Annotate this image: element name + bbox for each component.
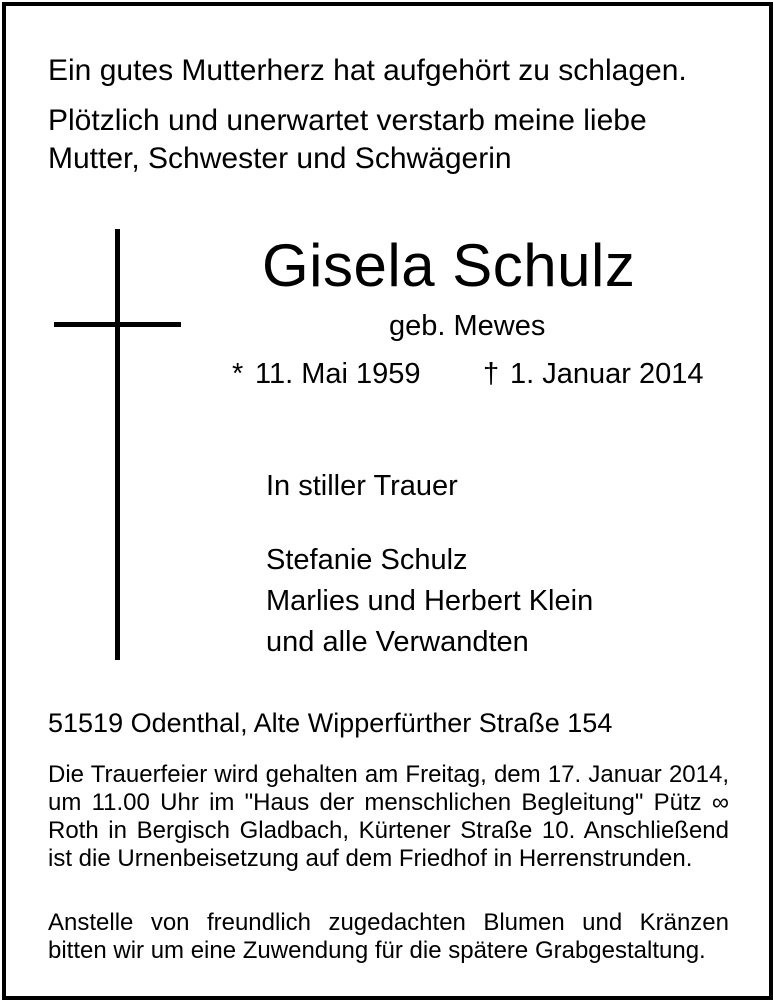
address: 51519 Odenthal, Alte Wipperfürther Straße 154	[48, 708, 613, 738]
deceased-name: Gisela Schulz	[262, 232, 636, 299]
cross-icon-bar	[54, 322, 181, 327]
intro-line: Ein gutes Mutterherz hat aufgehört zu schlagen.	[48, 54, 687, 87]
birth-symbol: *	[232, 358, 244, 390]
death-symbol: †	[483, 358, 500, 390]
intro-line: Mutter, Schwester und Schwägerin	[48, 142, 512, 175]
mourning-heading: In stiller Trauer	[266, 470, 458, 502]
funeral-info: Die Trauerfeier wird gehalten am Freitag, dem 17. Januar 2014, um 11.00 Uhr im "Haus der menschlichen Begleitung" Pütz ∞ Roth in Bergisch Gladbach, Kürtener Straße 10. Anschließend ist die Urnenbeisetzung auf dem Friedhof in Herrenstrunden.	[48, 761, 729, 872]
maiden-name: geb. Mewes	[389, 310, 546, 342]
death-date: 1. Januar 2014	[510, 358, 704, 390]
donation-info: Anstelle von freundlich zugedachten Blumen und Kränzen bitten wir um eine Zuwendung für die spätere Grabgestaltung.	[48, 909, 729, 964]
mourner-name: und alle Verwandten	[266, 626, 529, 658]
birth-date: 11. Mai 1959	[255, 358, 421, 390]
mourner-name: Stefanie Schulz	[266, 544, 468, 576]
intro-line: Plötzlich und unerwartet verstarb meine liebe	[48, 104, 647, 137]
cross-icon	[115, 229, 120, 660]
mourner-name: Marlies und Herbert Klein	[266, 585, 594, 617]
